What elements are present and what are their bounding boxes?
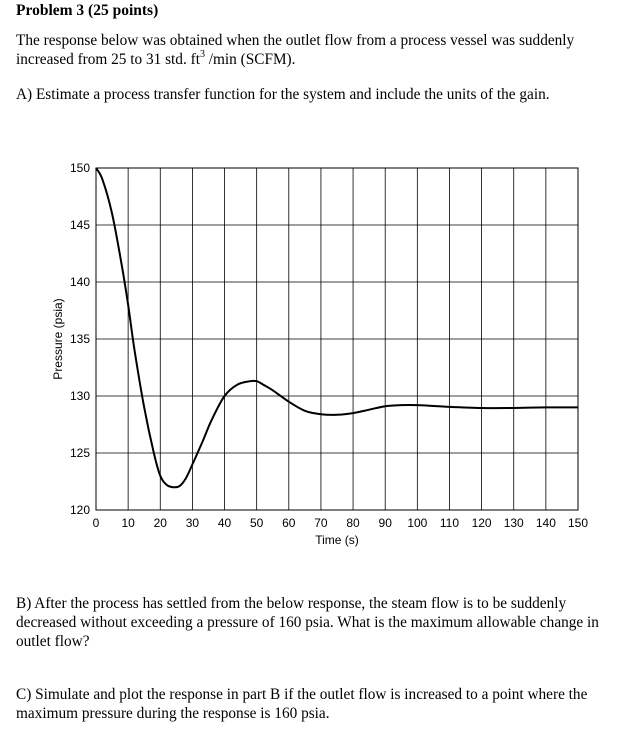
x-tick-label: 0 [92,516,100,530]
y-axis-label: Pressure (psia) [51,298,65,380]
y-tick-label: 135 [69,332,90,346]
intro-text-end: /min (SCFM). [204,51,296,68]
x-tick-label: 130 [503,516,524,530]
intro-superscript: 3 [199,48,205,60]
x-tick-label: 10 [121,516,135,530]
y-tick-label: 145 [69,218,90,232]
part-c-question: C) Simulate and plot the response in part B if the outlet flow is increased to a point where the maximum pressure during the response is 160 psia. [16,686,588,722]
x-axis-label: Time (s) [315,533,359,547]
x-tick-label: 60 [282,516,296,530]
pressure-curve [96,168,578,487]
x-tick-label: 100 [407,516,428,530]
x-tick-label: 40 [217,516,232,530]
part-b-question: B) After the process has settled from the below response, the steam flow is to be suddenly decreased without exceeding a pressure of 160 psia. What is the maximum allowable change in outlet flow? [16,595,599,650]
x-tick-label: 110 [439,516,460,530]
chart-grid [96,168,578,510]
x-tick-label: 150 [567,516,589,530]
y-tick-label: 130 [69,389,90,403]
y-tick-label: 125 [69,446,90,460]
x-tick-label: 140 [535,516,556,530]
part-a-question: A) Estimate a process transfer function for the system and include the units of the gain. [16,86,550,103]
y-tick-label: 140 [69,275,90,289]
intro-text: The response below was obtained when the outlet flow from a process vessel was suddenly increased from 25 to 31 std. ft [16,32,575,68]
x-tick-label: 20 [153,516,167,530]
pressure-response-chart [0,150,642,560]
chart-ticks [70,161,588,530]
x-tick-label: 80 [346,516,360,530]
y-tick-label: 150 [69,161,90,175]
x-tick-label: 120 [471,516,492,530]
intro-paragraph [16,31,626,69]
y-tick-label: 120 [69,503,90,517]
problem-title: Problem 3 (25 points) [16,2,159,19]
x-tick-label: 30 [185,516,200,530]
x-tick-label: 70 [314,516,328,530]
x-tick-label: 50 [249,516,264,530]
x-tick-label: 90 [378,516,392,530]
